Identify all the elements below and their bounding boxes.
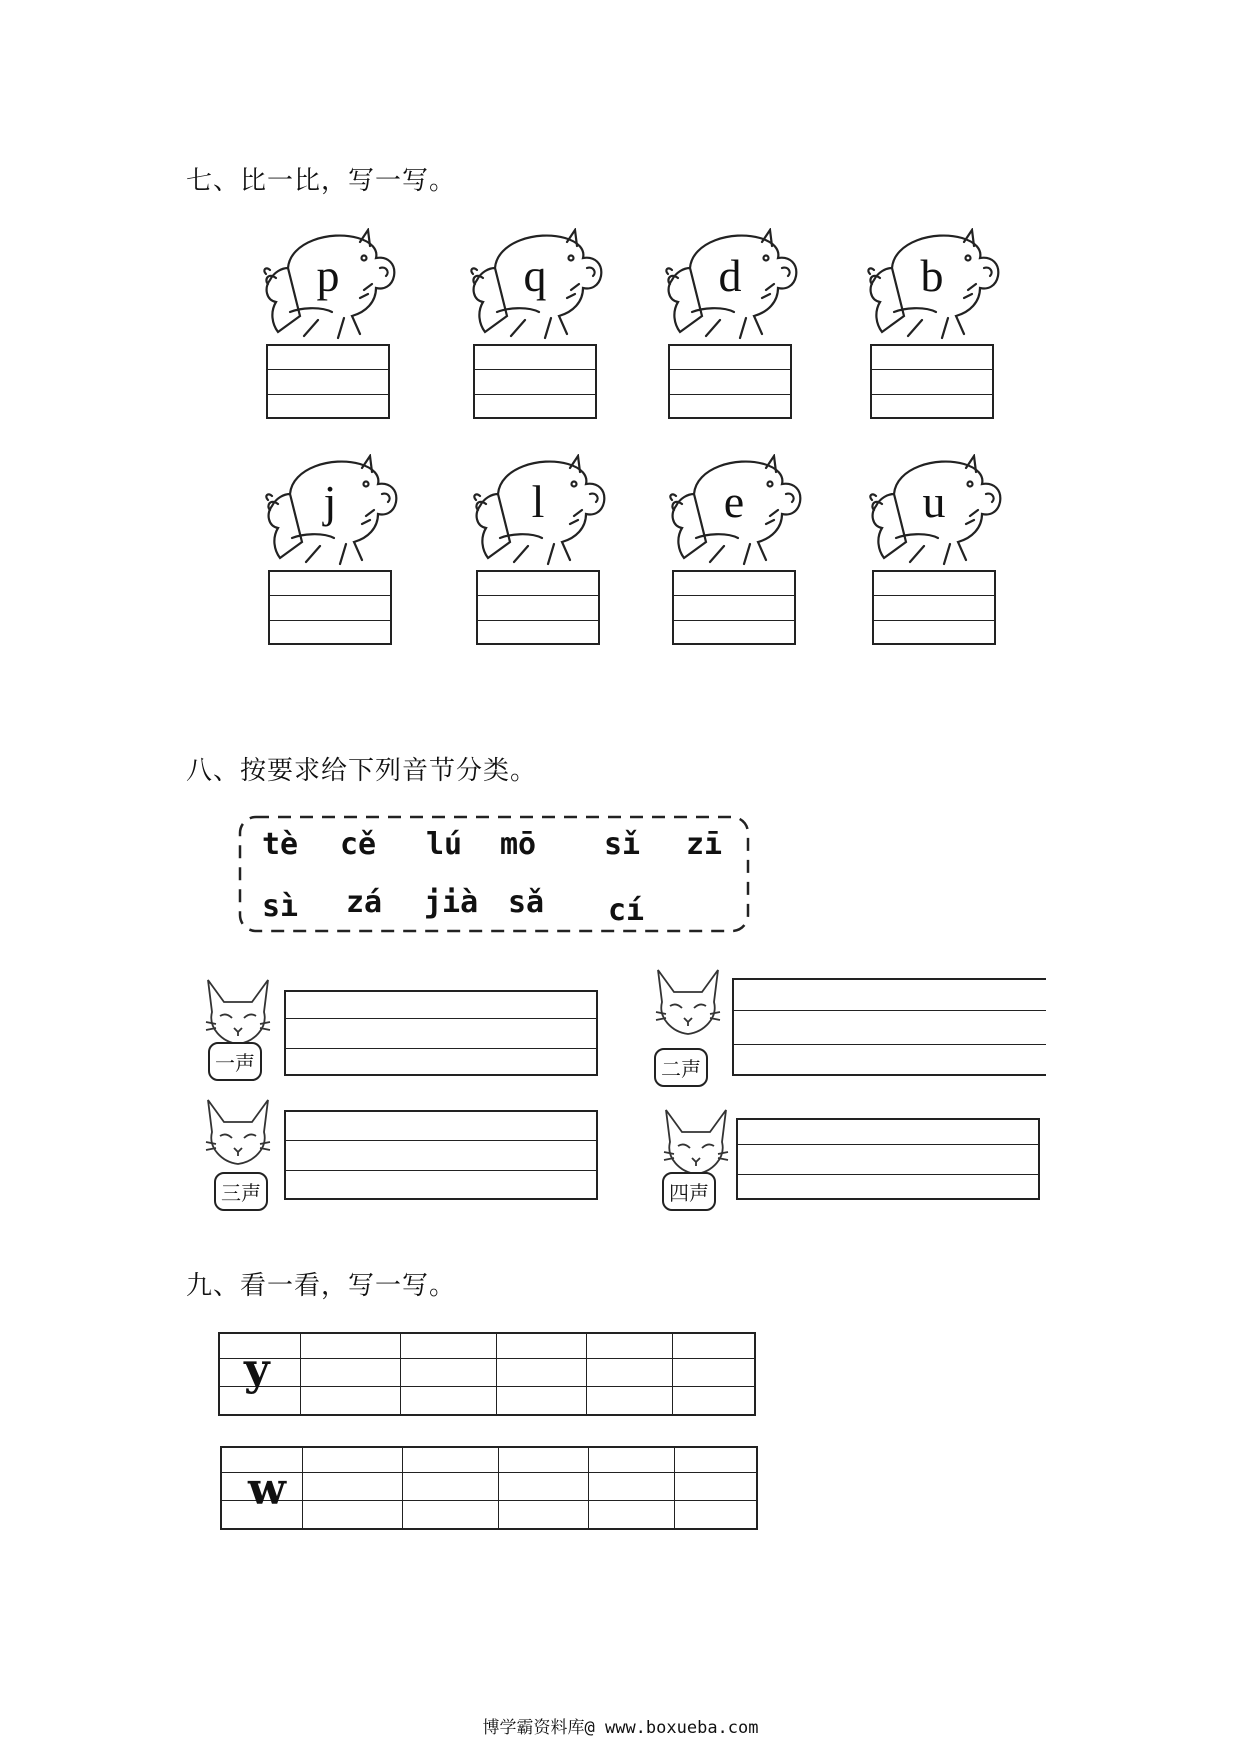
- tone-writing-lines[interactable]: [732, 978, 1046, 1076]
- pig-letter: l: [531, 476, 545, 527]
- writing-grid[interactable]: [872, 570, 996, 645]
- fox-icon: [660, 1108, 732, 1178]
- syllable: cí: [608, 893, 645, 928]
- pig-card: [470, 454, 610, 659]
- syllable: zá: [346, 885, 383, 920]
- syllable: cě: [340, 827, 377, 862]
- syllable: sǎ: [508, 885, 545, 920]
- tone-writing-lines[interactable]: [284, 1110, 598, 1200]
- pig-card: [662, 228, 802, 433]
- tone-label: 四声: [662, 1172, 716, 1211]
- tone-writing-lines[interactable]: [736, 1118, 1040, 1200]
- syllable: zī: [686, 827, 723, 862]
- pig-letter: d: [718, 250, 742, 301]
- writing-grid[interactable]: [266, 344, 390, 419]
- pig-card: [666, 454, 806, 659]
- tone-label: 二声: [654, 1048, 708, 1087]
- dashed-border: [238, 815, 750, 933]
- tone-label: 三声: [214, 1172, 268, 1211]
- pig-card: [864, 228, 1004, 433]
- pig-card: [260, 228, 400, 433]
- fox-icon: [202, 978, 274, 1048]
- syllable: tè: [262, 827, 299, 862]
- pig-card: [467, 228, 607, 433]
- syllable: sǐ: [604, 827, 641, 862]
- pig-card: [866, 454, 1006, 659]
- writing-grid[interactable]: [870, 344, 994, 419]
- practice-table-w[interactable]: [220, 1446, 758, 1530]
- writing-grid[interactable]: [268, 570, 392, 645]
- tone-label: 一声: [208, 1042, 262, 1081]
- section-7-title: 七、比一比，写一写。: [186, 166, 457, 196]
- syllable: sì: [262, 889, 299, 924]
- practice-letter: w: [248, 1464, 286, 1515]
- footer-watermark: 博学霸资料库@ www.boxueba.com: [482, 1718, 759, 1738]
- pig-letter: q: [523, 250, 547, 301]
- syllable: jià: [424, 885, 479, 920]
- pig-letter: u: [922, 476, 946, 527]
- writing-grid[interactable]: [473, 344, 597, 419]
- pig-letter: p: [316, 250, 340, 301]
- pig-card: [262, 454, 402, 659]
- practice-letter: y: [244, 1344, 270, 1395]
- pig-letter: e: [723, 476, 745, 527]
- section-9-title: 九、看一看，写一写。: [186, 1271, 457, 1301]
- fox-icon: [202, 1098, 274, 1168]
- writing-grid[interactable]: [672, 570, 796, 645]
- syllable: lú: [426, 827, 463, 862]
- writing-grid[interactable]: [668, 344, 792, 419]
- syllable-box: [238, 815, 750, 933]
- section-8-title: 八、按要求给下列音节分类。: [186, 756, 538, 786]
- syllable: mō: [500, 827, 537, 862]
- pig-letter: b: [920, 250, 944, 301]
- writing-grid[interactable]: [476, 570, 600, 645]
- practice-table-y[interactable]: [218, 1332, 756, 1416]
- fox-icon: [652, 968, 724, 1038]
- pig-letter: j: [323, 476, 337, 527]
- tone-writing-lines[interactable]: [284, 990, 598, 1076]
